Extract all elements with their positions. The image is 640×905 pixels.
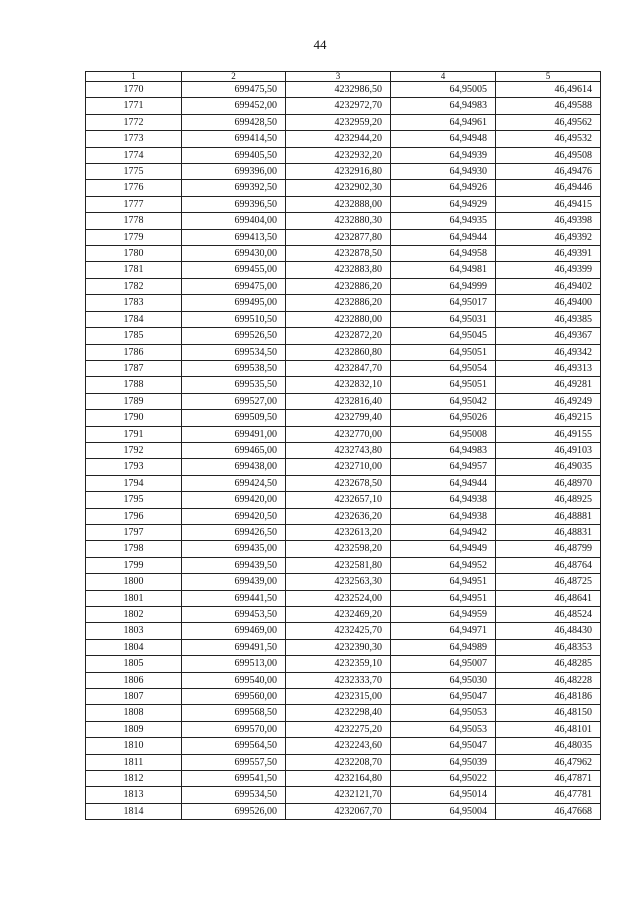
table-cell: 1809 [86,721,182,737]
table-cell: 1773 [86,131,182,147]
table-cell: 64,95051 [391,377,496,393]
table-cell: 4232932,20 [286,147,391,163]
table-cell: 699392,50 [182,180,286,196]
table-cell: 4232678,50 [286,475,391,491]
table-cell: 699510,50 [182,311,286,327]
table-cell: 46,49588 [496,98,601,114]
table-cell: 46,47781 [496,787,601,803]
table-cell: 1771 [86,98,182,114]
table-cell: 64,94971 [391,623,496,639]
table-cell: 4232359,10 [286,656,391,672]
table-cell: 46,48035 [496,738,601,754]
table-row [86,590,601,606]
table-cell: 1779 [86,229,182,245]
table-cell: 699564,50 [182,738,286,754]
table-cell: 699426,50 [182,524,286,540]
table-cell: 46,49508 [496,147,601,163]
table-row [86,689,601,705]
table-cell: 46,49103 [496,442,601,458]
table-cell: 46,47871 [496,771,601,787]
table-cell: 64,94989 [391,639,496,655]
table-cell: 46,49391 [496,246,601,262]
table-cell: 4232390,30 [286,639,391,655]
table-row [86,721,601,737]
table-cell: 46,48524 [496,607,601,623]
table-row [86,475,601,491]
table-cell: 1805 [86,656,182,672]
table-cell: 4232425,70 [286,623,391,639]
table-cell: 64,94951 [391,590,496,606]
table-cell: 699535,50 [182,377,286,393]
table-cell: 1810 [86,738,182,754]
table-cell: 699430,00 [182,246,286,262]
table-cell: 64,94999 [391,278,496,294]
table-row [86,82,601,98]
table-cell: 64,94952 [391,557,496,573]
column-header-1: 1 [86,72,182,82]
table-cell: 4232333,70 [286,672,391,688]
table-cell: 699568,50 [182,705,286,721]
table-cell: 46,49402 [496,278,601,294]
table-row [86,787,601,803]
table-cell: 1775 [86,164,182,180]
table-cell: 699538,50 [182,360,286,376]
coordinates-table [85,71,601,820]
table-cell: 46,48430 [496,623,601,639]
table-cell: 4232613,20 [286,524,391,540]
table-cell: 699414,50 [182,131,286,147]
table-cell: 699491,50 [182,639,286,655]
table-cell: 4232524,00 [286,590,391,606]
table-cell: 64,94961 [391,114,496,130]
table-row [86,131,601,147]
table-cell: 46,48353 [496,639,601,655]
table-cell: 4232886,20 [286,295,391,311]
table-cell: 1793 [86,459,182,475]
table-cell: 64,95045 [391,328,496,344]
table-cell: 1802 [86,607,182,623]
table-cell: 4232847,70 [286,360,391,376]
table-cell: 46,48641 [496,590,601,606]
table-cell: 64,94930 [391,164,496,180]
table-cell: 46,47668 [496,803,601,819]
table-row [86,213,601,229]
table-cell: 4232164,80 [286,771,391,787]
table-row [86,442,601,458]
table-cell: 1783 [86,295,182,311]
table-cell: 46,49385 [496,311,601,327]
table-cell: 1787 [86,360,182,376]
table-cell: 46,49215 [496,410,601,426]
table-cell: 4232816,40 [286,393,391,409]
table-cell: 64,95022 [391,771,496,787]
table-row [86,705,601,721]
table-cell: 64,95047 [391,689,496,705]
table-cell: 64,94935 [391,213,496,229]
table-cell: 4232243,60 [286,738,391,754]
table-cell: 64,94983 [391,98,496,114]
table-cell: 699541,50 [182,771,286,787]
table-row [86,524,601,540]
table-cell: 699560,00 [182,689,286,705]
table-cell: 699540,00 [182,672,286,688]
table-cell: 4232880,00 [286,311,391,327]
table-cell: 4232121,70 [286,787,391,803]
table-row [86,164,601,180]
table-row [86,295,601,311]
table-cell: 1790 [86,410,182,426]
table-cell: 1798 [86,541,182,557]
table-cell: 699428,50 [182,114,286,130]
table-cell: 699475,00 [182,278,286,294]
table-cell: 46,49367 [496,328,601,344]
table-cell: 1806 [86,672,182,688]
table-cell: 46,49562 [496,114,601,130]
table-cell: 46,48186 [496,689,601,705]
table-row [86,623,601,639]
column-header-2: 2 [182,72,286,82]
table-cell: 1777 [86,196,182,212]
table-cell: 46,48881 [496,508,601,524]
table-row [86,377,601,393]
table-row [86,393,601,409]
table-cell: 4232944,20 [286,131,391,147]
table-cell: 46,48725 [496,574,601,590]
table-cell: 64,94938 [391,492,496,508]
table-cell: 1814 [86,803,182,819]
table-cell: 699438,00 [182,459,286,475]
table-cell: 46,49415 [496,196,601,212]
table-cell: 699557,50 [182,754,286,770]
table-row [86,656,601,672]
table-cell: 1800 [86,574,182,590]
table-cell: 64,95053 [391,721,496,737]
table-cell: 46,49614 [496,82,601,98]
table-row [86,541,601,557]
table-cell: 699534,50 [182,344,286,360]
table-cell: 4232986,50 [286,82,391,98]
table-cell: 1811 [86,754,182,770]
table-cell: 46,49399 [496,262,601,278]
column-header-5: 5 [496,72,601,82]
table-cell: 1776 [86,180,182,196]
table-cell: 46,49392 [496,229,601,245]
table-header-row [86,72,601,82]
table-cell: 4232880,30 [286,213,391,229]
table-cell: 1778 [86,213,182,229]
table-cell: 699527,00 [182,393,286,409]
table-row [86,311,601,327]
table-row [86,803,601,819]
table-cell: 699465,00 [182,442,286,458]
table-cell: 46,49155 [496,426,601,442]
table-cell: 699469,00 [182,623,286,639]
table-cell: 46,49313 [496,360,601,376]
table-cell: 64,94981 [391,262,496,278]
table-cell: 699435,00 [182,541,286,557]
table-row [86,459,601,475]
table-cell: 699491,00 [182,426,286,442]
table-cell: 1789 [86,393,182,409]
table-cell: 699455,00 [182,262,286,278]
table-row [86,147,601,163]
table-cell: 699526,50 [182,328,286,344]
table-row [86,639,601,655]
table-cell: 46,48970 [496,475,601,491]
table-cell: 1791 [86,426,182,442]
table-cell: 64,94944 [391,229,496,245]
table-cell: 4232902,30 [286,180,391,196]
table-cell: 699439,50 [182,557,286,573]
table-cell: 1808 [86,705,182,721]
table-cell: 699526,00 [182,803,286,819]
table-cell: 64,94958 [391,246,496,262]
table-cell: 699396,50 [182,196,286,212]
table-cell: 699413,50 [182,229,286,245]
table-cell: 64,95007 [391,656,496,672]
table-cell: 64,94959 [391,607,496,623]
table-cell: 64,95054 [391,360,496,376]
table-cell: 4232657,10 [286,492,391,508]
table-cell: 64,95005 [391,82,496,98]
table-cell: 699396,00 [182,164,286,180]
table-row [86,738,601,754]
table-row [86,114,601,130]
table-cell: 46,48285 [496,656,601,672]
table-cell: 46,49281 [496,377,601,393]
table-row [86,607,601,623]
table-row [86,278,601,294]
table-cell: 699439,00 [182,574,286,590]
table-row [86,672,601,688]
table-cell: 46,49476 [496,164,601,180]
table-cell: 4232799,40 [286,410,391,426]
table-cell: 4232067,70 [286,803,391,819]
table-cell: 699453,50 [182,607,286,623]
table-cell: 64,94944 [391,475,496,491]
table-cell: 46,48228 [496,672,601,688]
table-cell: 64,95014 [391,787,496,803]
table-cell: 4232770,00 [286,426,391,442]
table-cell: 4232872,20 [286,328,391,344]
table-cell: 1774 [86,147,182,163]
table-row [86,262,601,278]
table-cell: 1781 [86,262,182,278]
table-cell: 1804 [86,639,182,655]
table-cell: 64,95004 [391,803,496,819]
table-cell: 1782 [86,278,182,294]
table-cell: 64,95031 [391,311,496,327]
table-cell: 46,49342 [496,344,601,360]
table-cell: 699513,00 [182,656,286,672]
table-cell: 64,95053 [391,705,496,721]
table-cell: 46,49035 [496,459,601,475]
table-cell: 4232883,80 [286,262,391,278]
table-cell: 64,95026 [391,410,496,426]
table-cell: 64,95008 [391,426,496,442]
table-cell: 699420,50 [182,508,286,524]
table-cell: 1795 [86,492,182,508]
table-cell: 64,94983 [391,442,496,458]
table-row [86,754,601,770]
table-cell: 64,94949 [391,541,496,557]
table-cell: 4232916,80 [286,164,391,180]
table-cell: 4232469,20 [286,607,391,623]
table-cell: 1786 [86,344,182,360]
table-cell: 4232743,80 [286,442,391,458]
table-cell: 4232972,70 [286,98,391,114]
table-cell: 4232710,00 [286,459,391,475]
table-row [86,508,601,524]
table-cell: 4232959,20 [286,114,391,130]
table-row [86,771,601,787]
table-row [86,492,601,508]
table-cell: 64,95030 [391,672,496,688]
table-cell: 46,47962 [496,754,601,770]
table-cell: 699475,50 [182,82,286,98]
table-cell: 4232598,20 [286,541,391,557]
table-cell: 4232878,50 [286,246,391,262]
table-cell: 46,48764 [496,557,601,573]
table-cell: 1803 [86,623,182,639]
table-cell: 46,48925 [496,492,601,508]
table-cell: 1812 [86,771,182,787]
table-row [86,196,601,212]
table-cell: 46,48101 [496,721,601,737]
table-cell: 1770 [86,82,182,98]
table-cell: 1797 [86,524,182,540]
table-cell: 1788 [86,377,182,393]
table-cell: 64,94926 [391,180,496,196]
table-cell: 46,49249 [496,393,601,409]
table-cell: 1784 [86,311,182,327]
table-cell: 699570,00 [182,721,286,737]
table-row [86,180,601,196]
table-cell: 46,49446 [496,180,601,196]
table-cell: 1780 [86,246,182,262]
table-row [86,557,601,573]
table-cell: 64,94939 [391,147,496,163]
table-cell: 699509,50 [182,410,286,426]
table-cell: 4232886,20 [286,278,391,294]
table-cell: 1807 [86,689,182,705]
table-cell: 64,95039 [391,754,496,770]
table-cell: 699495,00 [182,295,286,311]
table-cell: 64,95017 [391,295,496,311]
table-cell: 1801 [86,590,182,606]
table-cell: 4232208,70 [286,754,391,770]
table-cell: 4232636,20 [286,508,391,524]
table-cell: 4232888,00 [286,196,391,212]
table-row [86,426,601,442]
table-row [86,360,601,376]
table-cell: 4232877,80 [286,229,391,245]
table-cell: 4232315,00 [286,689,391,705]
table-cell: 699405,50 [182,147,286,163]
page-number: 44 [313,37,327,52]
table-cell: 46,48831 [496,524,601,540]
table-cell: 4232832,10 [286,377,391,393]
table-cell: 4232563,30 [286,574,391,590]
table-cell: 4232298,40 [286,705,391,721]
table-cell: 699420,00 [182,492,286,508]
table-cell: 64,94957 [391,459,496,475]
table-cell: 1772 [86,114,182,130]
column-header-4: 4 [391,72,496,82]
table-cell: 1794 [86,475,182,491]
table-row [86,328,601,344]
table-cell: 64,94929 [391,196,496,212]
table-cell: 4232860,80 [286,344,391,360]
table-cell: 1796 [86,508,182,524]
table-cell: 64,95051 [391,344,496,360]
column-header-3: 3 [286,72,391,82]
table-cell: 4232275,20 [286,721,391,737]
table-cell: 4232581,80 [286,557,391,573]
table-cell: 64,94942 [391,524,496,540]
table-cell: 1813 [86,787,182,803]
table-cell: 46,49532 [496,131,601,147]
table-row [86,344,601,360]
table-cell: 46,49400 [496,295,601,311]
table-cell: 699452,00 [182,98,286,114]
table-cell: 1799 [86,557,182,573]
table-row [86,98,601,114]
table-cell: 1792 [86,442,182,458]
table-cell: 64,95042 [391,393,496,409]
table-cell: 64,94948 [391,131,496,147]
table-cell: 1785 [86,328,182,344]
table-cell: 699404,00 [182,213,286,229]
table-cell: 699441,50 [182,590,286,606]
table-row [86,229,601,245]
table-cell: 46,48150 [496,705,601,721]
table-cell: 46,49398 [496,213,601,229]
table-cell: 46,48799 [496,541,601,557]
table-row [86,574,601,590]
table-cell: 699424,50 [182,475,286,491]
table-row [86,410,601,426]
table-row [86,246,601,262]
table-cell: 64,95047 [391,738,496,754]
table-cell: 64,94951 [391,574,496,590]
table-cell: 699534,50 [182,787,286,803]
table-cell: 64,94938 [391,508,496,524]
table-body [86,82,601,820]
